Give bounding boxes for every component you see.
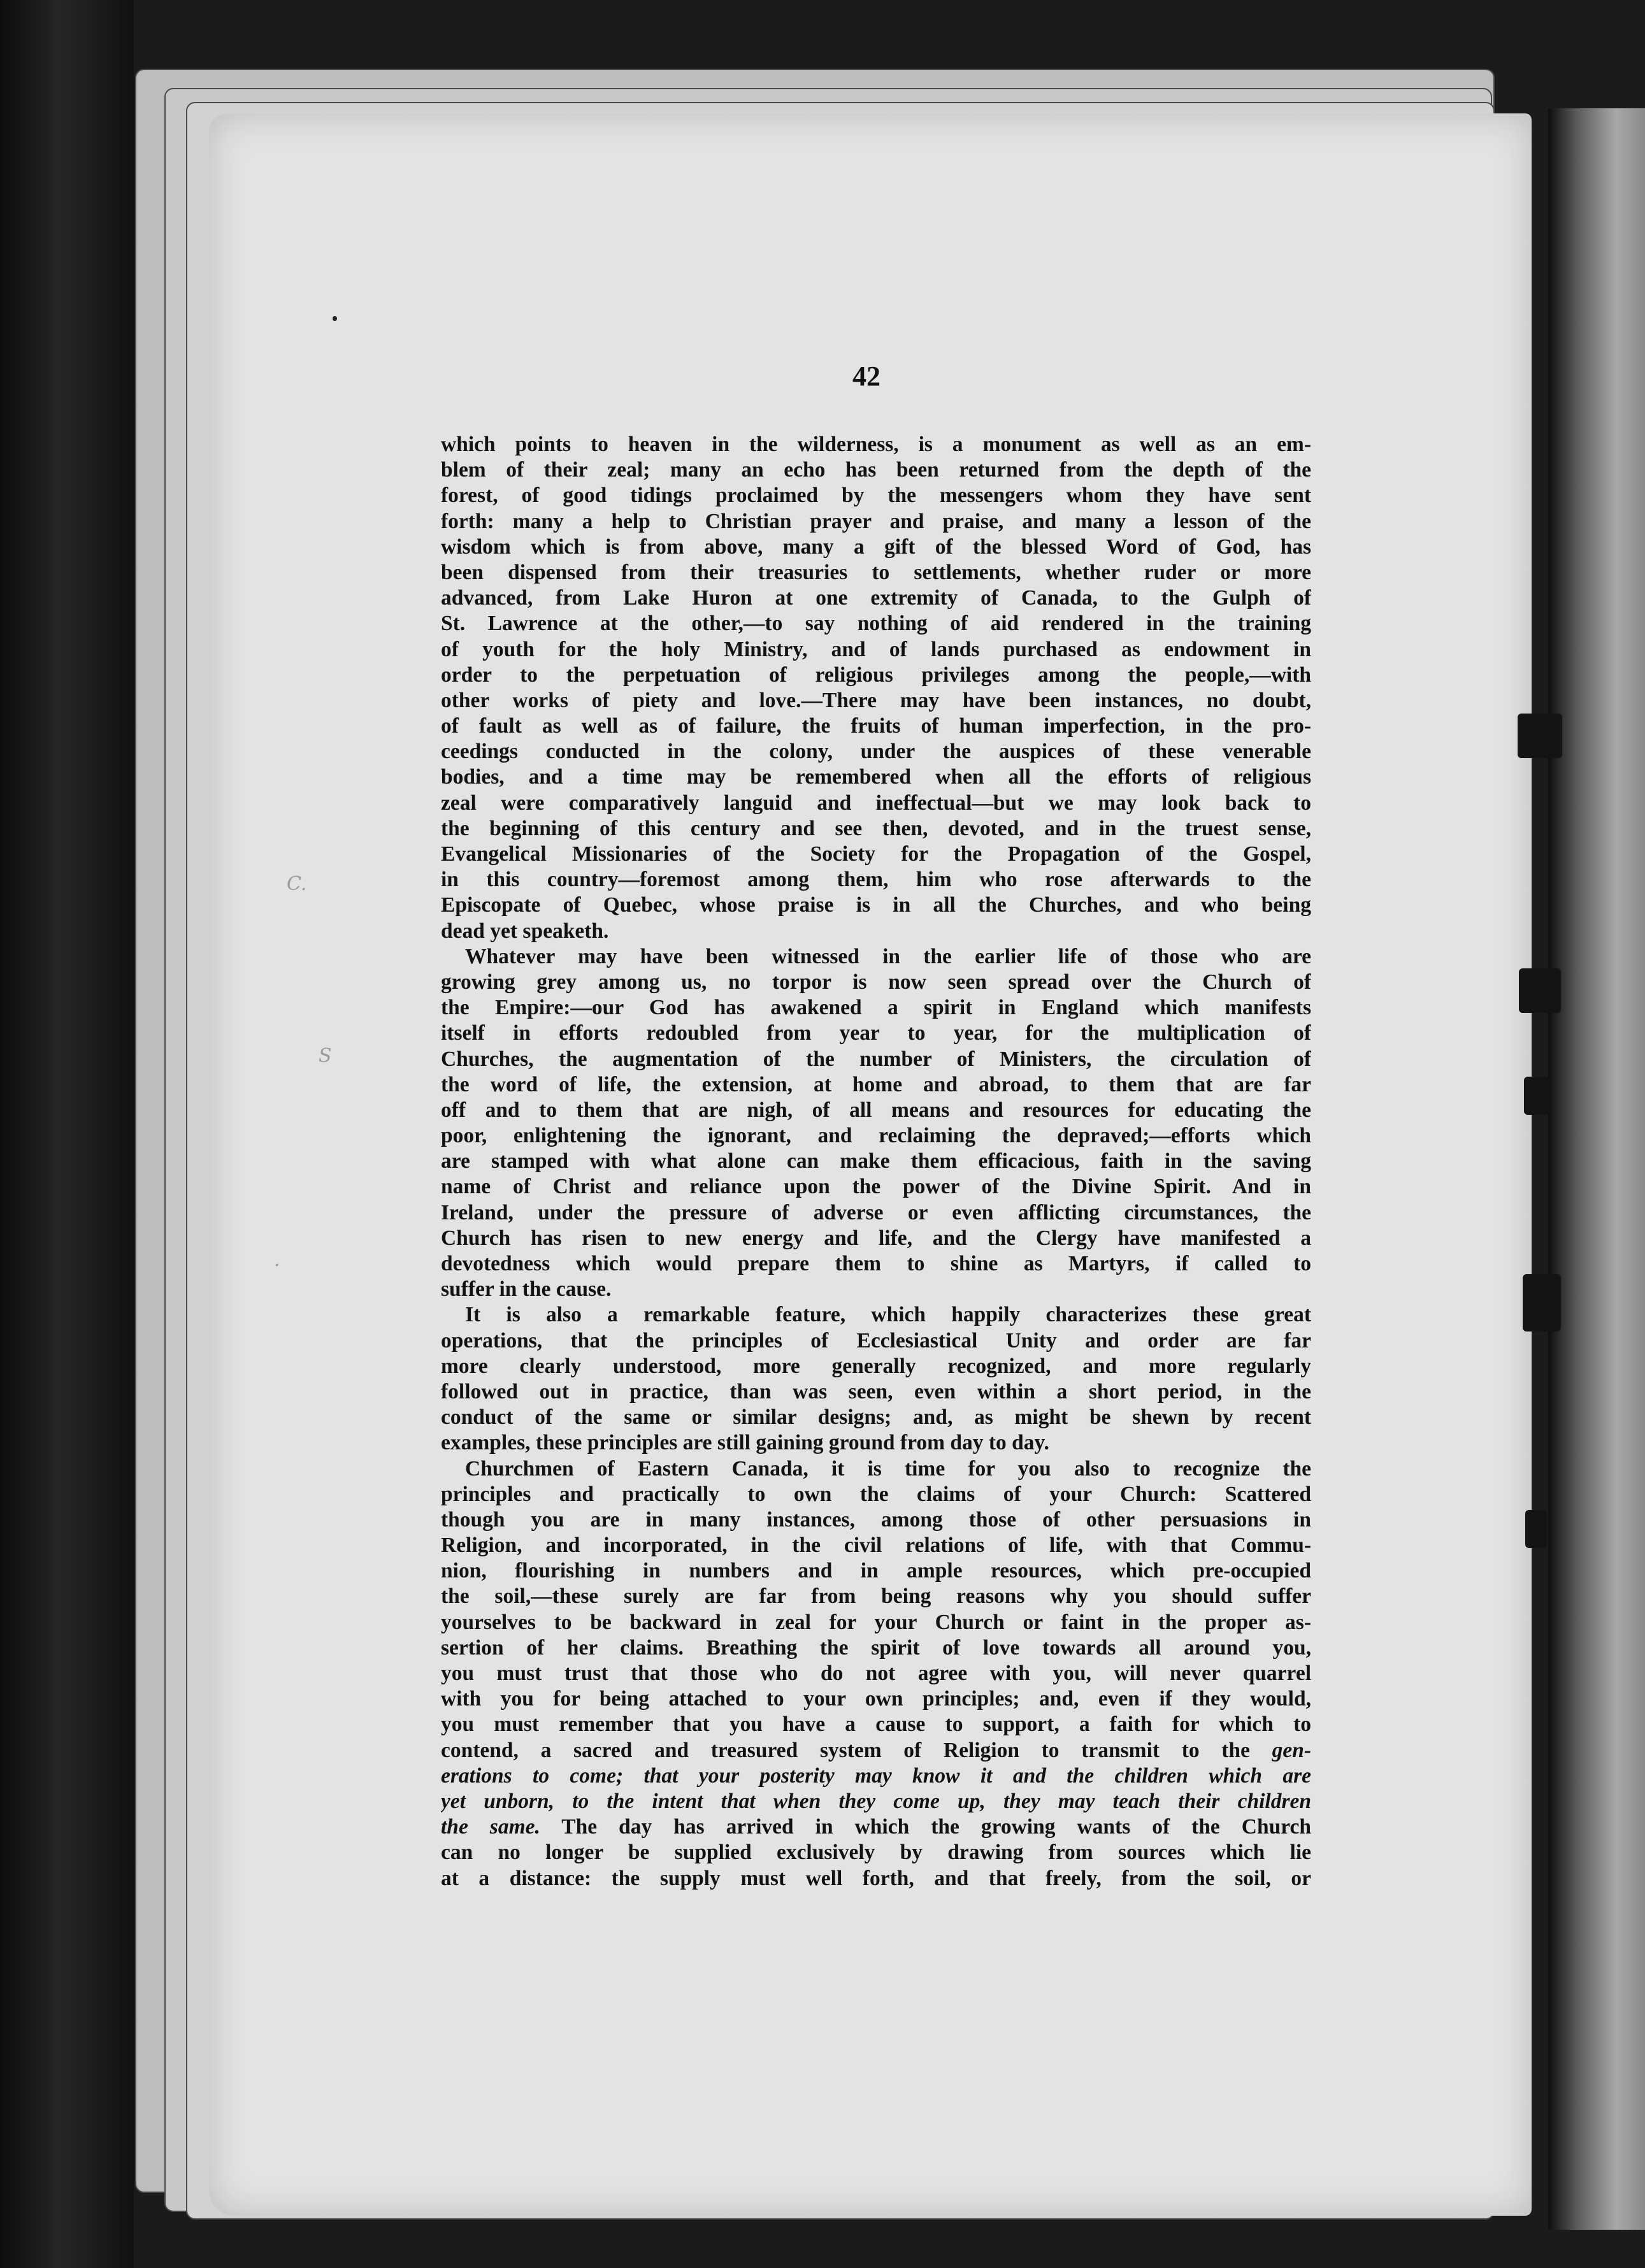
text-line: operations, that the principles of Ecclesiastical Unity and order are far — [441, 1328, 1311, 1353]
text-line: though you are in many instances, among those of other persuasions in — [441, 1507, 1311, 1532]
text-line: you must trust that those who do not agree with you, will never quarrel — [441, 1662, 1311, 1685]
text-line: off and to them that are nigh, of all means and resources for educating the — [441, 1098, 1311, 1122]
text-line: name of Christ and reliance upon the power of the Divine Spirit. And in — [441, 1175, 1311, 1199]
edge-tab-mark — [1518, 714, 1562, 758]
text-line: erations to come; that your posterity may know it and the children which are — [441, 1763, 1311, 1788]
text-line: wisdom which is from above, many a gift of the blessed Word of God, has — [441, 535, 1311, 559]
text-line: of fault as well as of failure, the fruits of human imperfection, in the pro- — [441, 714, 1311, 738]
text-line: which points to heaven in the wilderness, is a monument as well as an em- — [441, 433, 1311, 456]
text-line: Churches, the augmentation of the number of Ministers, the circulation of — [441, 1047, 1311, 1071]
text-line: bodies, and a time may be remembered when all the efforts of religious — [441, 765, 1311, 789]
text-line: Whatever may have been witnessed in the earlier life of those who are — [465, 944, 1311, 968]
text-line: the beginning of this century and see then, devoted, and in the truest sense, — [441, 816, 1311, 840]
text-line: you must remember that you have a cause to support, a faith for which to — [441, 1712, 1311, 1737]
text-line: Episcopate of Quebec, whose praise is in all the Churches, and who being — [441, 893, 1311, 917]
text-line: Church has risen to new energy and life, and the Clergy have manifested a — [441, 1226, 1311, 1250]
edge-tab-mark — [1523, 1274, 1561, 1331]
text-line: examples, these principles are still gaining ground from day to day. — [441, 1431, 1049, 1455]
text-line: St. Lawrence at the other,—to say nothing of aid rendered in the training — [441, 612, 1311, 636]
text-line: Religion, and incorporated, in the civil relations of life, with that Commu- — [441, 1533, 1311, 1558]
edge-tab-mark — [1524, 1077, 1549, 1115]
text-line: can no longer be supplied exclusively by drawing from sources which lie — [441, 1841, 1311, 1865]
text-line: dead yet speaketh. — [441, 919, 609, 943]
marginalia-mark: . — [274, 1249, 280, 1271]
text-line: ceedings conducted in the colony, under the auspices of these venerable — [441, 740, 1311, 764]
text-line: poor, enlightening the ignorant, and reclaiming the depraved;—efforts which — [441, 1124, 1311, 1148]
text-line: the word of life, the extension, at home and abroad, to them that are far — [441, 1072, 1311, 1096]
text-line: of youth for the holy Ministry, and of lands purchased as endowment in — [441, 637, 1311, 661]
text-line: nion, flourishing in numbers and in ample resources, which pre-occupied — [441, 1559, 1311, 1583]
text-line: the Empire:—our God has awakened a spirit in England which manifests — [441, 996, 1311, 1020]
text-line: itself in efforts redoubled from year to year, for the multiplication of — [441, 1021, 1311, 1045]
text-line: sertion of her claims. Breathing the spirit of love towards all around you, — [441, 1635, 1311, 1660]
text-line: It is also a remarkable feature, which happily characterizes these great — [465, 1303, 1311, 1327]
text-line: Ireland, under the pressure of adverse or even afflicting circumstances, the — [441, 1200, 1311, 1224]
edge-tab-mark — [1519, 968, 1561, 1013]
text-line: with you for being attached to your own principles; and, even if they would, — [441, 1687, 1311, 1711]
page-number: 42 — [852, 361, 880, 392]
edge-tab-mark — [1525, 1510, 1547, 1548]
text-line: forest, of good tidings proclaimed by the messengers whom they have sent — [441, 484, 1311, 508]
marginalia-mark: C. — [287, 873, 307, 895]
text-line: followed out in practice, than was seen, even within a short period, in the — [441, 1379, 1311, 1403]
text-line: forth: many a help to Christian prayer and praise, and many a lesson of the — [441, 509, 1311, 533]
text-line: zeal were comparatively languid and ineffectual—but we may look back to — [441, 791, 1311, 815]
book-binding — [0, 0, 134, 2268]
text-line: the same. The day has arrived in which the growing wants of the Church — [441, 1815, 1311, 1839]
text-line: been dispensed from their treasuries to settlements, whether ruder or more — [441, 560, 1311, 584]
text-line: yet unborn, to the intent that when they come up, they may teach their children — [441, 1789, 1311, 1813]
text-line: the soil,—these surely are far from being reasons why you should suffer — [441, 1584, 1311, 1609]
ink-speck — [333, 316, 337, 321]
text-line: yourselves to be backward in zeal for your Church or faint in the proper as- — [441, 1610, 1311, 1634]
text-line: are stamped with what alone can make them efficacious, faith in the saving — [441, 1149, 1311, 1173]
text-line: suffer in the cause. — [441, 1277, 612, 1302]
text-line: growing grey among us, no torpor is now seen spread over the Church of — [441, 970, 1311, 994]
text-line: order to the perpetuation of religious privileges among the people,—with — [441, 663, 1311, 687]
text-line: contend, a sacred and treasured system of Religion to transmit to the gen- — [441, 1738, 1311, 1762]
marginalia-mark: S — [319, 1045, 332, 1067]
text-line: conduct of the same or similar designs; and, as might be shewn by recent — [441, 1405, 1311, 1430]
body-text — [441, 432, 1311, 1891]
text-line: blem of their zeal; many an echo has been returned from the depth of the — [441, 458, 1311, 482]
text-line: other works of piety and love.—There may have been instances, no doubt, — [441, 688, 1311, 712]
text-line: Evangelical Missionaries of the Society for the Propagation of the Gospel, — [441, 842, 1311, 866]
text-line: in this country—foremost among them, him who rose afterwards to the — [441, 868, 1311, 892]
text-line: more clearly understood, more generally recognized, and more regularly — [441, 1354, 1311, 1378]
text-line: principles and practically to own the claims of your Church: Scattered — [441, 1482, 1311, 1506]
text-line: at a distance: the supply must well forth, and that freely, from the soil, or — [441, 1866, 1311, 1890]
text-line: Churchmen of Eastern Canada, it is time for you also to recognize the — [465, 1456, 1311, 1481]
facing-page-edge — [1548, 108, 1645, 2230]
text-line: devotedness which would prepare them to shine as Martyrs, if called to — [441, 1252, 1311, 1275]
text-line: advanced, from Lake Huron at one extremity of Canada, to the Gulph of — [441, 586, 1311, 610]
